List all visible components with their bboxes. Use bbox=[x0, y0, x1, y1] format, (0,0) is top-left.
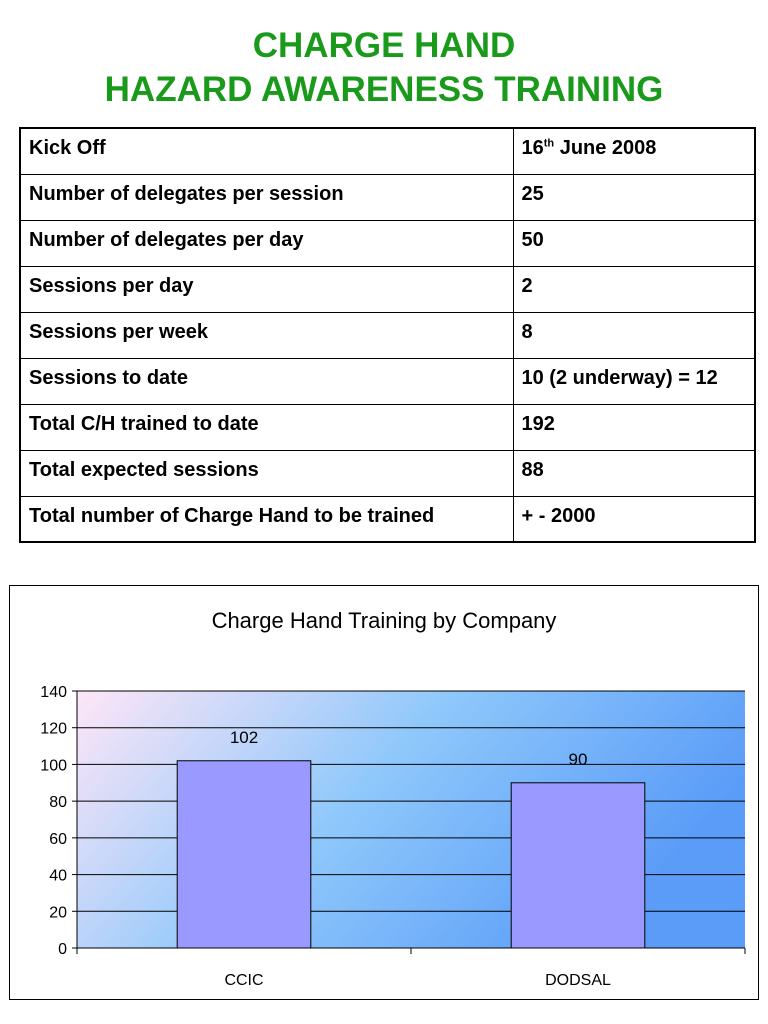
y-tick-label: 100 bbox=[40, 757, 67, 775]
y-tick-label: 140 bbox=[40, 684, 67, 701]
kickoff-day-suffix: th bbox=[543, 137, 555, 150]
title-line-1: CHARGE HAND bbox=[252, 26, 516, 65]
table-row bbox=[20, 312, 755, 358]
y-tick-label: 80 bbox=[49, 794, 67, 812]
row-value: 10 (2 underway) = 12 bbox=[513, 358, 755, 404]
row-value: + - 2000 bbox=[513, 496, 755, 542]
row-value: 88 bbox=[513, 450, 755, 496]
table-row bbox=[20, 404, 755, 450]
row-value: 2 bbox=[513, 266, 755, 312]
bar-dodsal bbox=[511, 783, 645, 948]
row-label: Total C/H trained to date bbox=[20, 404, 513, 450]
training-info-table bbox=[19, 127, 756, 543]
chart-container bbox=[9, 585, 759, 1000]
data-label: 102 bbox=[229, 727, 259, 747]
row-value: 25 bbox=[513, 174, 755, 220]
kickoff-day: 16 bbox=[521, 137, 544, 159]
row-label: Sessions to date bbox=[20, 358, 513, 404]
row-value: 192 bbox=[513, 404, 755, 450]
plot-area bbox=[40, 684, 745, 989]
row-label: Number of delegates per day bbox=[20, 220, 513, 266]
table-row bbox=[20, 266, 755, 312]
bar-chart bbox=[10, 586, 758, 999]
page-title bbox=[0, 24, 768, 112]
table-row bbox=[20, 174, 755, 220]
y-tick-label: 40 bbox=[49, 867, 67, 885]
table-row bbox=[20, 496, 755, 542]
y-tick-label: 120 bbox=[40, 720, 67, 738]
row-value: 8 bbox=[513, 312, 755, 358]
bar-ccic bbox=[177, 761, 311, 948]
row-label: Sessions per week bbox=[20, 312, 513, 358]
y-tick-label: 0 bbox=[58, 941, 67, 958]
y-tick-label: 60 bbox=[49, 830, 67, 848]
x-tick-label: DODSAL bbox=[545, 972, 611, 989]
row-value bbox=[513, 128, 755, 174]
table-row bbox=[20, 220, 755, 266]
row-label: Number of delegates per session bbox=[20, 174, 513, 220]
row-label: Total number of Charge Hand to be trained bbox=[20, 496, 513, 542]
row-label: Kick Off bbox=[20, 128, 513, 174]
row-value: 50 bbox=[513, 220, 755, 266]
y-tick-label: 20 bbox=[49, 904, 67, 922]
x-tick-label: CCIC bbox=[224, 972, 264, 989]
row-label: Sessions per day bbox=[20, 266, 513, 312]
table-row bbox=[20, 128, 755, 174]
kickoff-month-year: June 2008 bbox=[554, 137, 657, 159]
title-line-2: HAZARD AWARENESS TRAINING bbox=[104, 70, 664, 109]
row-label: Total expected sessions bbox=[20, 450, 513, 496]
chart-title: Charge Hand Training by Company bbox=[211, 608, 557, 633]
table-row bbox=[20, 358, 755, 404]
data-label: 90 bbox=[568, 749, 588, 769]
table-row bbox=[20, 450, 755, 496]
